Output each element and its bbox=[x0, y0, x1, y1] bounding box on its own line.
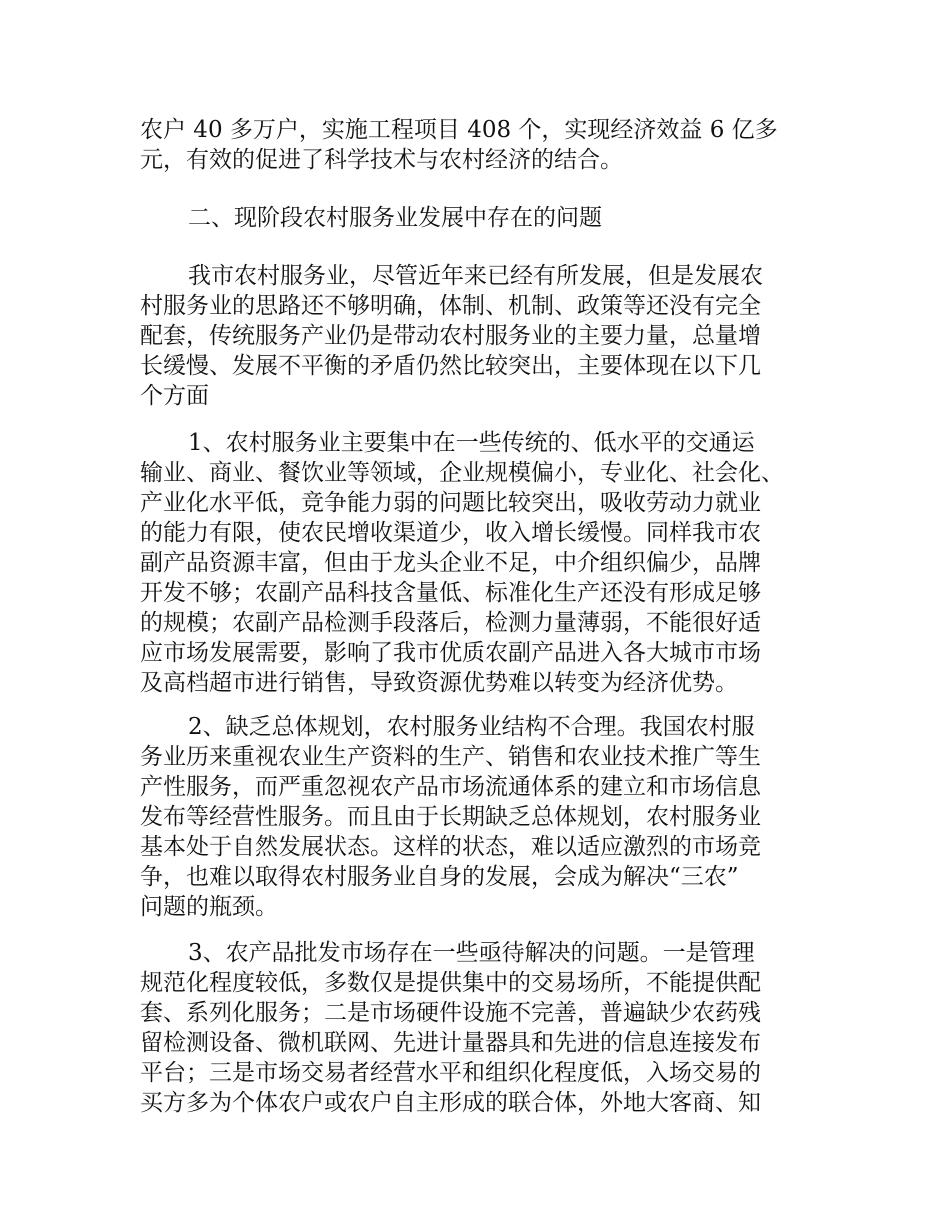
text-line: 问题的瓶颈。 bbox=[140, 894, 278, 920]
text-line: 长缓慢、发展不平衡的矛盾仍然比较突出，主要体现在以下几 bbox=[140, 353, 761, 379]
text-line: 输业、商业、餐饮业等领域，企业规模偏小，专业化、社会化、 bbox=[140, 460, 784, 486]
text-line: 我市农村服务业，尽管近年来已经有所发展，但是发展农 bbox=[188, 263, 763, 289]
text-line: 应市场发展需要，影响了我市优质农副产品进入各大城市市场 bbox=[140, 640, 761, 666]
text-line: 基本处于自然发展状态。这样的状态，难以适应激烈的市场竞 bbox=[140, 834, 761, 860]
text-line: 买方多为个体农户或农户自主形成的联合体，外地大客商、知 bbox=[140, 1090, 761, 1116]
text-line: 规范化程度较低，多数仅是提供集中的交易场所，不能提供配 bbox=[140, 970, 761, 996]
text-line: 套、系列化服务；二是市场硬件设施不完善，普遍缺少农药残 bbox=[140, 1000, 761, 1026]
text-line: 个方面 bbox=[140, 383, 209, 409]
text-line: 村服务业的思路还不够明确，体制、机制、政策等还没有完全 bbox=[140, 293, 761, 319]
text-line: 配套，传统服务产业仍是带动农村服务业的主要力量，总量增 bbox=[140, 323, 761, 349]
text-line: 的能力有限，使农民增收渠道少，收入增长缓慢。同样我市农 bbox=[140, 520, 761, 546]
text-line: 务业历来重视农业生产资料的生产、销售和农业技术推广等生 bbox=[140, 744, 761, 770]
text-line: 发布等经营性服务。而且由于长期缺乏总体规划，农村服务业 bbox=[140, 804, 761, 830]
text-line: 开发不够；农副产品科技含量低、标准化生产还没有形成足够 bbox=[140, 580, 761, 606]
text-line: 2、缺乏总体规划，农村服务业结构不合理。我国农村服 bbox=[188, 714, 755, 740]
text-line: 产业化水平低，竞争能力弱的问题比较突出，吸收劳动力就业 bbox=[140, 490, 761, 516]
text-line: 3、农产品批发市场存在一些亟待解决的问题。一是管理 bbox=[188, 940, 755, 966]
text-line: 产性服务，而严重忽视农产品市场流通体系的建立和市场信息 bbox=[140, 774, 761, 800]
text-line: 元，有效的促进了科学技术与农村经济的结合。 bbox=[140, 147, 623, 173]
text-line: 及高档超市进行销售，导致资源优势难以转变为经济优势。 bbox=[140, 670, 738, 696]
text-line: 农户 40 多万户，实施工程项目 408 个，实现经济效益 6 亿多 bbox=[140, 117, 778, 143]
text-line: 副产品资源丰富，但由于龙头企业不足，中介组织偏少，品牌 bbox=[140, 550, 761, 576]
text-line: 的规模；农副产品检测手段落后，检测力量薄弱，不能很好适 bbox=[140, 610, 761, 636]
text-line: 争，也难以取得农村服务业自身的发展，会成为解决“三农” bbox=[140, 864, 739, 890]
text-line: 平台；三是市场交易者经营水平和组织化程度低，入场交易的 bbox=[140, 1060, 761, 1086]
text-line: 1、农村服务业主要集中在一些传统的、低水平的交通运 bbox=[188, 430, 755, 456]
text-line: 留检测设备、微机联网、先进计量器具和先进的信息连接发布 bbox=[140, 1030, 761, 1056]
section-heading: 二、现阶段农村服务业发展中存在的问题 bbox=[188, 205, 602, 231]
